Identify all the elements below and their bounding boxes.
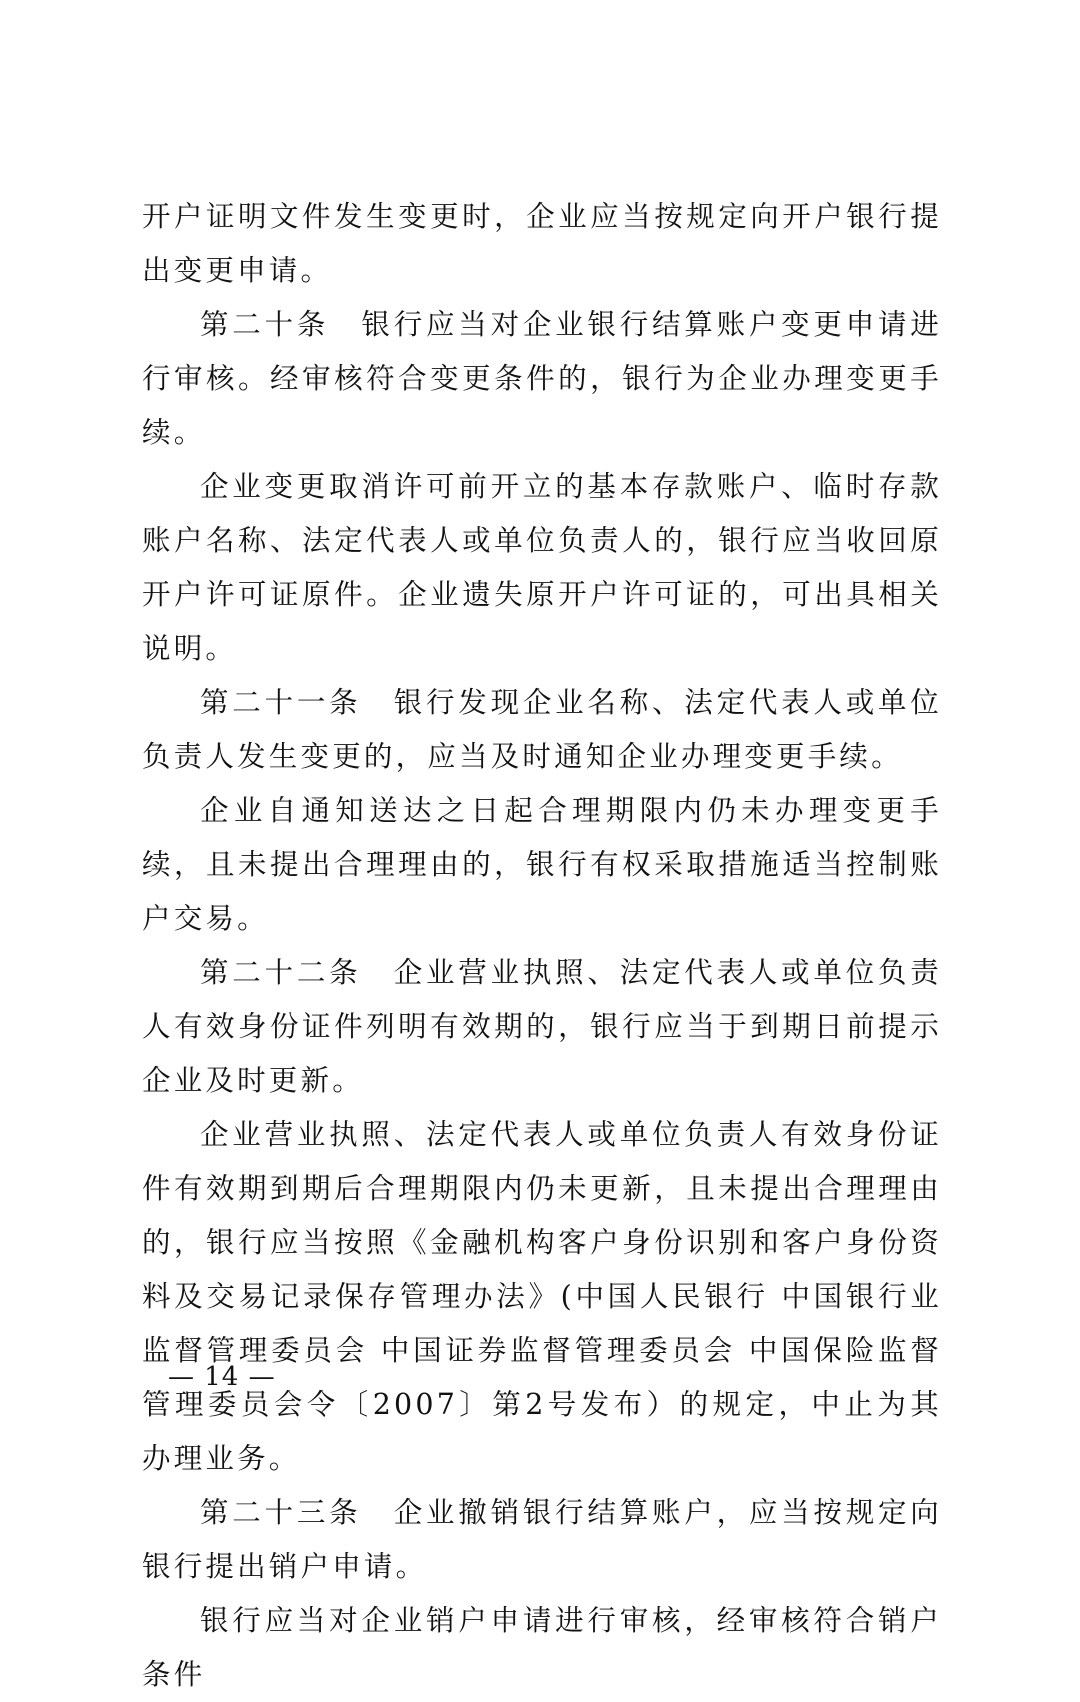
paragraph-article-20: 第二十条 银行应当对企业银行结算账户变更申请进行审核。经审核符合变更条件的，银行为企业办理变更手续。 bbox=[142, 308, 942, 449]
body-text bbox=[142, 190, 942, 1702]
page-number: — 14 — bbox=[168, 1362, 276, 1392]
paragraph-continued: 开户证明文件发生变更时，企业应当按规定向开户银行提出变更申请。 bbox=[142, 200, 942, 287]
paragraph-article-22: 第二十二条 企业营业执照、法定代表人或单位负责人有效身份证件列明有效期的，银行应当于到期日前提示企业及时更新。 bbox=[142, 956, 942, 1097]
paragraph-article-20-detail: 企业变更取消许可前开立的基本存款账户、临时存款账户名称、法定代表人或单位负责人的，银行应当收回原开户许可证原件。企业遗失原开户许可证的，可出具相关说明。 bbox=[142, 470, 942, 665]
paragraph-article-22-detail: 企业营业执照、法定代表人或单位负责人有效身份证件有效期到期后合理期限内仍未更新，且未提出合理理由的，银行应当按照《金融机构客户身份识别和客户身份资料及交易记录保存管理办法》(中国人民银行 中国银行业监督管理委员会 中国证券监督管理委员会 中国保险监督管理委员会令〔2007〕第2号发布）的规定，中止为其办理业务。 bbox=[142, 1118, 942, 1475]
paragraph-article-21: 第二十一条 银行发现企业名称、法定代表人或单位负责人发生变更的，应当及时通知企业办理变更手续。 bbox=[142, 686, 942, 773]
paragraph-article-23-detail: 银行应当对企业销户申请进行审核，经审核符合销户条件 bbox=[142, 1604, 942, 1691]
paragraph-article-23: 第二十三条 企业撤销银行结算账户，应当按规定向银行提出销户申请。 bbox=[142, 1496, 942, 1583]
paragraph-article-21-detail: 企业自通知送达之日起合理期限内仍未办理变更手续，且未提出合理理由的，银行有权采取措施适当控制账户交易。 bbox=[142, 794, 942, 935]
